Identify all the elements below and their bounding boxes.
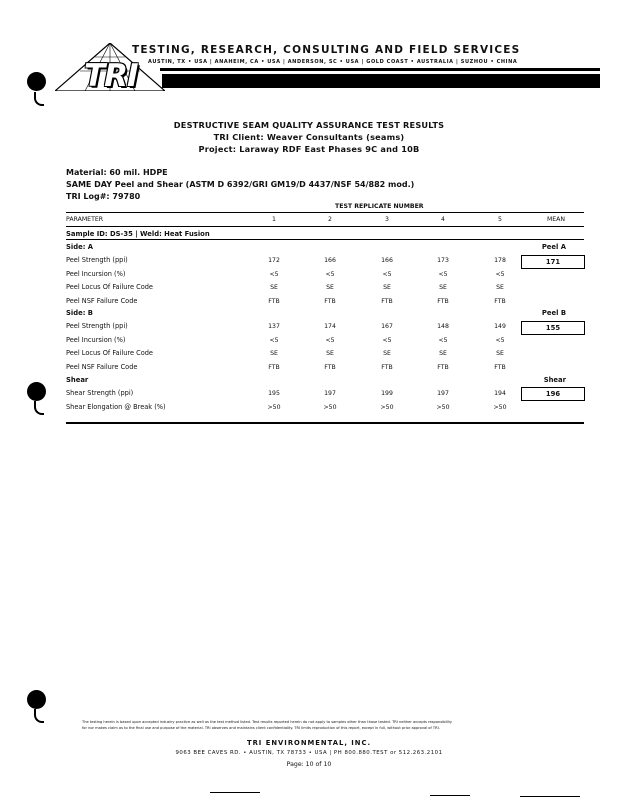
shear-row-0-rep-3: 199 [381, 390, 393, 397]
shear-row-0-rep-5: 194 [494, 390, 506, 397]
side-b-param-3: Peel NSF Failure Code [66, 362, 138, 371]
peel-a-mean-label: Peel A [541, 243, 566, 251]
table-end-rule [66, 422, 584, 424]
shear-row-0-rep-4: 197 [437, 390, 449, 397]
side-b-row-0-rep-3: 167 [381, 323, 393, 330]
header-rule-top [66, 212, 584, 213]
side-a-row-0-rep-2: 166 [324, 257, 336, 264]
peel-a-mean-value: 171 [521, 255, 585, 269]
test-method-line: SAME DAY Peel and Shear (ASTM D 6392/GRI GM19/D 4437/NSF 54/882 mod.) [66, 180, 415, 189]
side-a-row-3-rep-5: FTB [494, 297, 506, 305]
side-a-label: Side: A [66, 243, 94, 251]
side-a-param-0: Peel Strength (ppi) [66, 256, 128, 264]
side-a-row-0-rep-5: 178 [494, 257, 506, 264]
side-a-row-1-rep-1: <5 [269, 270, 279, 278]
side-b-row-2-rep-2: SE [326, 350, 334, 357]
side-b-row-2-rep-3: SE [383, 350, 391, 357]
report-title: DESTRUCTIVE SEAM QUALITY ASSURANCE TEST RESULTS [173, 120, 445, 130]
sample-id: Sample ID: DS-35 | Weld: Heat Fusion [66, 230, 210, 238]
col-header-1: 1 [272, 216, 276, 223]
side-a-row-3-rep-4: FTB [437, 297, 449, 305]
side-b-row-1-rep-5: <5 [495, 336, 505, 344]
col-header-5: 5 [498, 216, 502, 223]
shear-row-1-rep-5: >50 [493, 403, 507, 411]
side-b-row-2-rep-4: SE [439, 350, 447, 357]
col-header-4: 4 [441, 216, 445, 223]
side-a-row-2-rep-2: SE [326, 284, 334, 291]
side-b-row-0-rep-1: 137 [268, 323, 280, 330]
side-a-row-1-rep-5: <5 [495, 270, 505, 278]
shear-label: Shear [66, 376, 89, 384]
col-header-3: 3 [385, 216, 389, 223]
side-b-row-3-rep-4: FTB [437, 363, 449, 371]
shear-row-1-rep-2: >50 [323, 403, 337, 411]
replicate-group-header: TEST REPLICATE NUMBER [335, 203, 424, 210]
binder-hole-bottom [27, 690, 46, 709]
shear-mean-label: Shear [543, 376, 566, 384]
side-b-param-1: Peel Incursion (%) [66, 335, 126, 344]
side-b-row-3-rep-2: FTB [324, 363, 336, 371]
side-a-param-3: Peel NSF Failure Code [66, 296, 138, 305]
side-a-row-2-rep-1: SE [270, 284, 278, 291]
col-header-2: 2 [328, 216, 332, 223]
side-b-param-0: Peel Strength (ppi) [66, 322, 128, 330]
side-a-row-3-rep-3: FTB [381, 297, 393, 305]
side-a-row-0-rep-1: 172 [268, 257, 280, 264]
side-a-row-2-rep-4: SE [439, 284, 447, 291]
tri-log-line: TRI Log#: 79780 [66, 192, 141, 201]
letterhead-bar-thick [162, 74, 600, 88]
side-b-row-3-rep-3: FTB [381, 363, 393, 371]
side-a-row-0-rep-3: 166 [381, 257, 393, 264]
letterhead [0, 0, 618, 100]
disclaimer-line-2: for nor makes claim as to the final use and purpose of the material. TRI observes and maintains client confidentiality. TRI limits reproduction of this report, except in full, without prior approval of TRI. [82, 726, 440, 730]
side-a-param-2: Peel Locus Of Failure Code [66, 283, 153, 291]
side-a-row-1-rep-2: <5 [325, 270, 335, 278]
material-line: Material: 60 mil. HDPE [66, 168, 168, 177]
shear-param-0: Shear Strength (ppi) [66, 389, 134, 397]
sample-rule [66, 239, 584, 240]
peel-b-mean-value: 155 [521, 321, 585, 335]
mean-header: MEAN [546, 216, 566, 223]
company-name: TESTING, RESEARCH, CONSULTING AND FIELD SERVICES [132, 44, 521, 56]
binder-hole-middle [27, 382, 46, 401]
footer-address: 9063 BEE CAVES RD. • AUSTIN, TX 78733 • USA | PH 800.880.TEST or 512.263.2101 [175, 750, 443, 756]
scan-mark-2 [430, 795, 470, 796]
side-a-row-2-rep-5: SE [496, 284, 504, 291]
binder-hole-middle-tail [34, 401, 44, 415]
parameter-header: PARAMETER [66, 216, 104, 223]
side-b-param-2: Peel Locus Of Failure Code [66, 349, 153, 357]
letterhead-bar [160, 68, 600, 71]
binder-hole-bottom-tail [34, 709, 44, 723]
side-b-row-0-rep-2: 174 [324, 323, 336, 330]
side-a-row-3-rep-1: FTB [268, 297, 280, 305]
company-locations: AUSTIN, TX • USA | ANAHEIM, CA • USA | ANDERSON, SC • USA | GOLD COAST • AUSTRALIA | SUZHOU • CHINA [148, 59, 518, 65]
side-a-row-3-rep-2: FTB [324, 297, 336, 305]
footer-company: TRI ENVIRONMENTAL, INC. [246, 739, 372, 747]
side-b-row-2-rep-5: SE [496, 350, 504, 357]
scan-mark-3 [520, 796, 580, 797]
side-b-row-1-rep-3: <5 [382, 336, 392, 344]
side-a-row-1-rep-4: <5 [438, 270, 448, 278]
project-line: Project: Laraway RDF East Phases 9C and 10B [198, 144, 420, 154]
header-rule-bottom [66, 226, 584, 227]
side-b-row-1-rep-2: <5 [325, 336, 335, 344]
shear-param-1: Shear Elongation @ Break (%) [66, 402, 166, 411]
side-a-row-0-rep-4: 173 [437, 257, 449, 264]
side-b-row-0-rep-5: 149 [494, 323, 506, 330]
side-a-row-2-rep-3: SE [383, 284, 391, 291]
side-b-row-0-rep-4: 148 [437, 323, 449, 330]
side-b-row-3-rep-5: FTB [494, 363, 506, 371]
shear-row-0-rep-2: 197 [324, 390, 336, 397]
side-a-row-1-rep-3: <5 [382, 270, 392, 278]
side-b-label: Side: B [66, 309, 93, 317]
shear-row-1-rep-3: >50 [380, 403, 394, 411]
peel-b-mean-label: Peel B [541, 309, 566, 317]
shear-row-0-rep-1: 195 [268, 390, 280, 397]
shear-row-1-rep-1: >50 [267, 403, 281, 411]
logo-text: TRI [84, 58, 138, 94]
side-b-row-3-rep-1: FTB [268, 363, 280, 371]
side-b-row-1-rep-4: <5 [438, 336, 448, 344]
client-line: TRI Client: Weaver Consultants (seams) [213, 132, 405, 142]
shear-mean-value: 196 [521, 387, 585, 401]
side-a-param-1: Peel Incursion (%) [66, 269, 126, 278]
side-b-row-2-rep-1: SE [270, 350, 278, 357]
scan-mark-1 [210, 792, 260, 793]
page-number: Page: 10 of 10 [286, 761, 332, 768]
disclaimer-line-1: The testing herein is based upon accepted industry practice as well as the test method listed. Test results reported herein do not apply to samples other than those tested. TRI neither accepts responsibility [82, 720, 452, 724]
shear-row-1-rep-4: >50 [436, 403, 450, 411]
side-b-row-1-rep-1: <5 [269, 336, 279, 344]
